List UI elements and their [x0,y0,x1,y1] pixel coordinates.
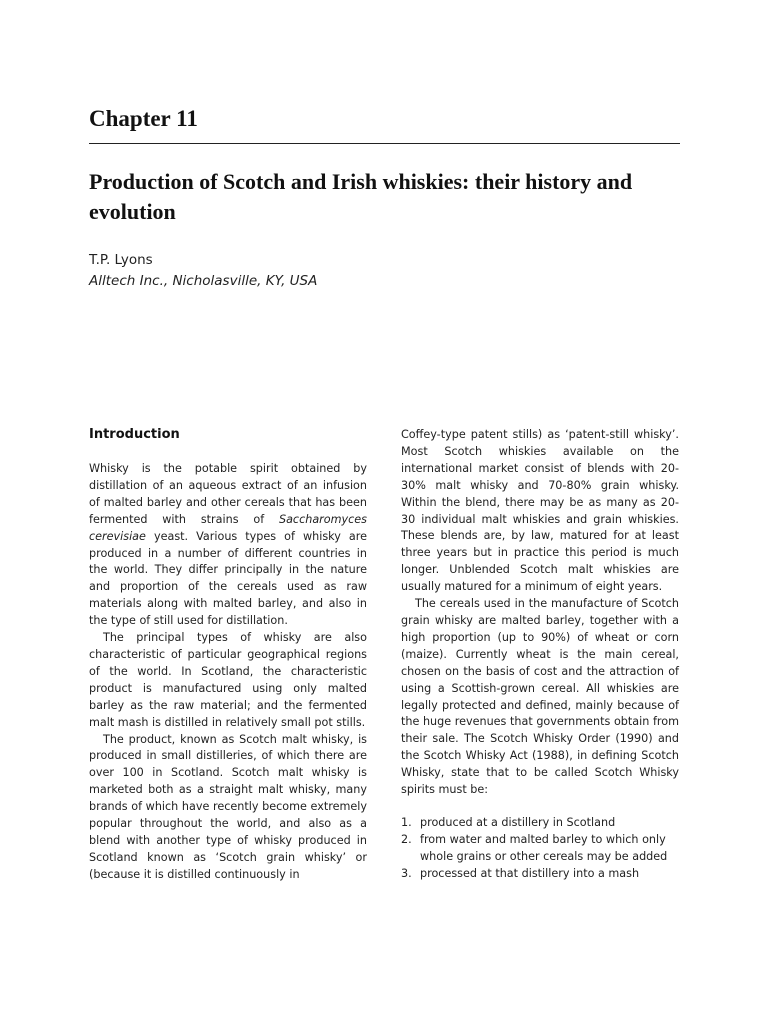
right-paragraph-2: The cereals used in the manufacture of Scotch grain whisky are malted barley, together with a high proportion (up to 90%) of wheat or corn (maize). Currently wheat is the main cereal, chosen on the basis of cost and the attraction of using a Scottish-grown cereal. All whiskies are legally protected and defined, mainly because of the huge revenues that governments obtain from their sale. The Scotch Whisky Order (1990) and the Scotch Whisky Act (1988), in defining Scotch Whisky, state that to be called Scotch Whisky spirits must be: [401,597,679,797]
list-item-text: produced at a distillery in Scotland [420,815,616,829]
intro-paragraph-1 [89,461,367,630]
chapter-label: Chapter 11 [89,106,198,131]
list-item-text: from water and malted barley to which only whole grains or other cereals may be added [420,832,668,863]
section-heading-introduction: Introduction [89,427,180,442]
list-item-number: 2. [401,832,412,846]
list-item-number: 3. [401,866,412,880]
species-name: Saccharomyces cerevisiae [89,512,367,543]
list-item [401,832,679,866]
requirements-list [401,815,679,883]
intro-paragraph-3: The product, known as Scotch malt whisky, is produced in small distilleries, of which there are over 100 in Scotland. Scotch malt whisky is marketed both as a straight malt whisky, many brands of which have recently become extremely popular throughout the world, and also as a blend with another type of whisky produced in Scotland known as ‘Scotch grain whisky’ or (because it is distilled continuously in [89,732,367,881]
list-item-number: 1. [401,815,412,829]
list-item [401,866,679,883]
author-name: T.P. Lyons [89,252,153,268]
list-item [401,815,679,832]
intro-p1-text-a: Whisky is the potable spirit obtained by distillation of an aqueous extract of an infusion of malted barley and other cereals that has been fermented with strains of [89,462,367,526]
list-item-text: processed at that distillery into a mash [420,866,640,880]
chapter-title: Production of Scotch and Irish whiskies: their history and evolution [89,169,633,224]
right-paragraph-1: Coffey-type patent stills) as ‘patent-still whisky’. Most Scotch whiskies available on the international market consist of blends with 20-30% malt whisky and 70-80% grain whisky. Within the blend, there may be as many as 20-30 individual malt whiskies and grain whiskies. These blends are, by law, matured for at least three years but in practice this period is much longer. Unblended Scotch malt whiskies are usually matured for a minimum of eight years. [401,428,679,594]
right-column [401,427,679,883]
intro-paragraph-2: The principal types of whisky are also characteristic of particular geographical regions of the world. In Scotland, the characteristic product is manufactured using only malted barley as the raw material; and the fermented malt mash is distilled in relatively small pot stills. [89,631,367,729]
intro-p1-text-b: yeast. Various types of whisky are produced in a number of different countries in the world. They differ principally in the nature and proportion of the cereals used as raw materials along with malted barley, and also in the type of still used for distillation. [89,529,367,628]
author-affiliation: Alltech Inc., Nicholasville, KY, USA [89,273,318,289]
header-rule [89,143,680,144]
author-block [89,250,317,292]
left-column [89,427,367,884]
